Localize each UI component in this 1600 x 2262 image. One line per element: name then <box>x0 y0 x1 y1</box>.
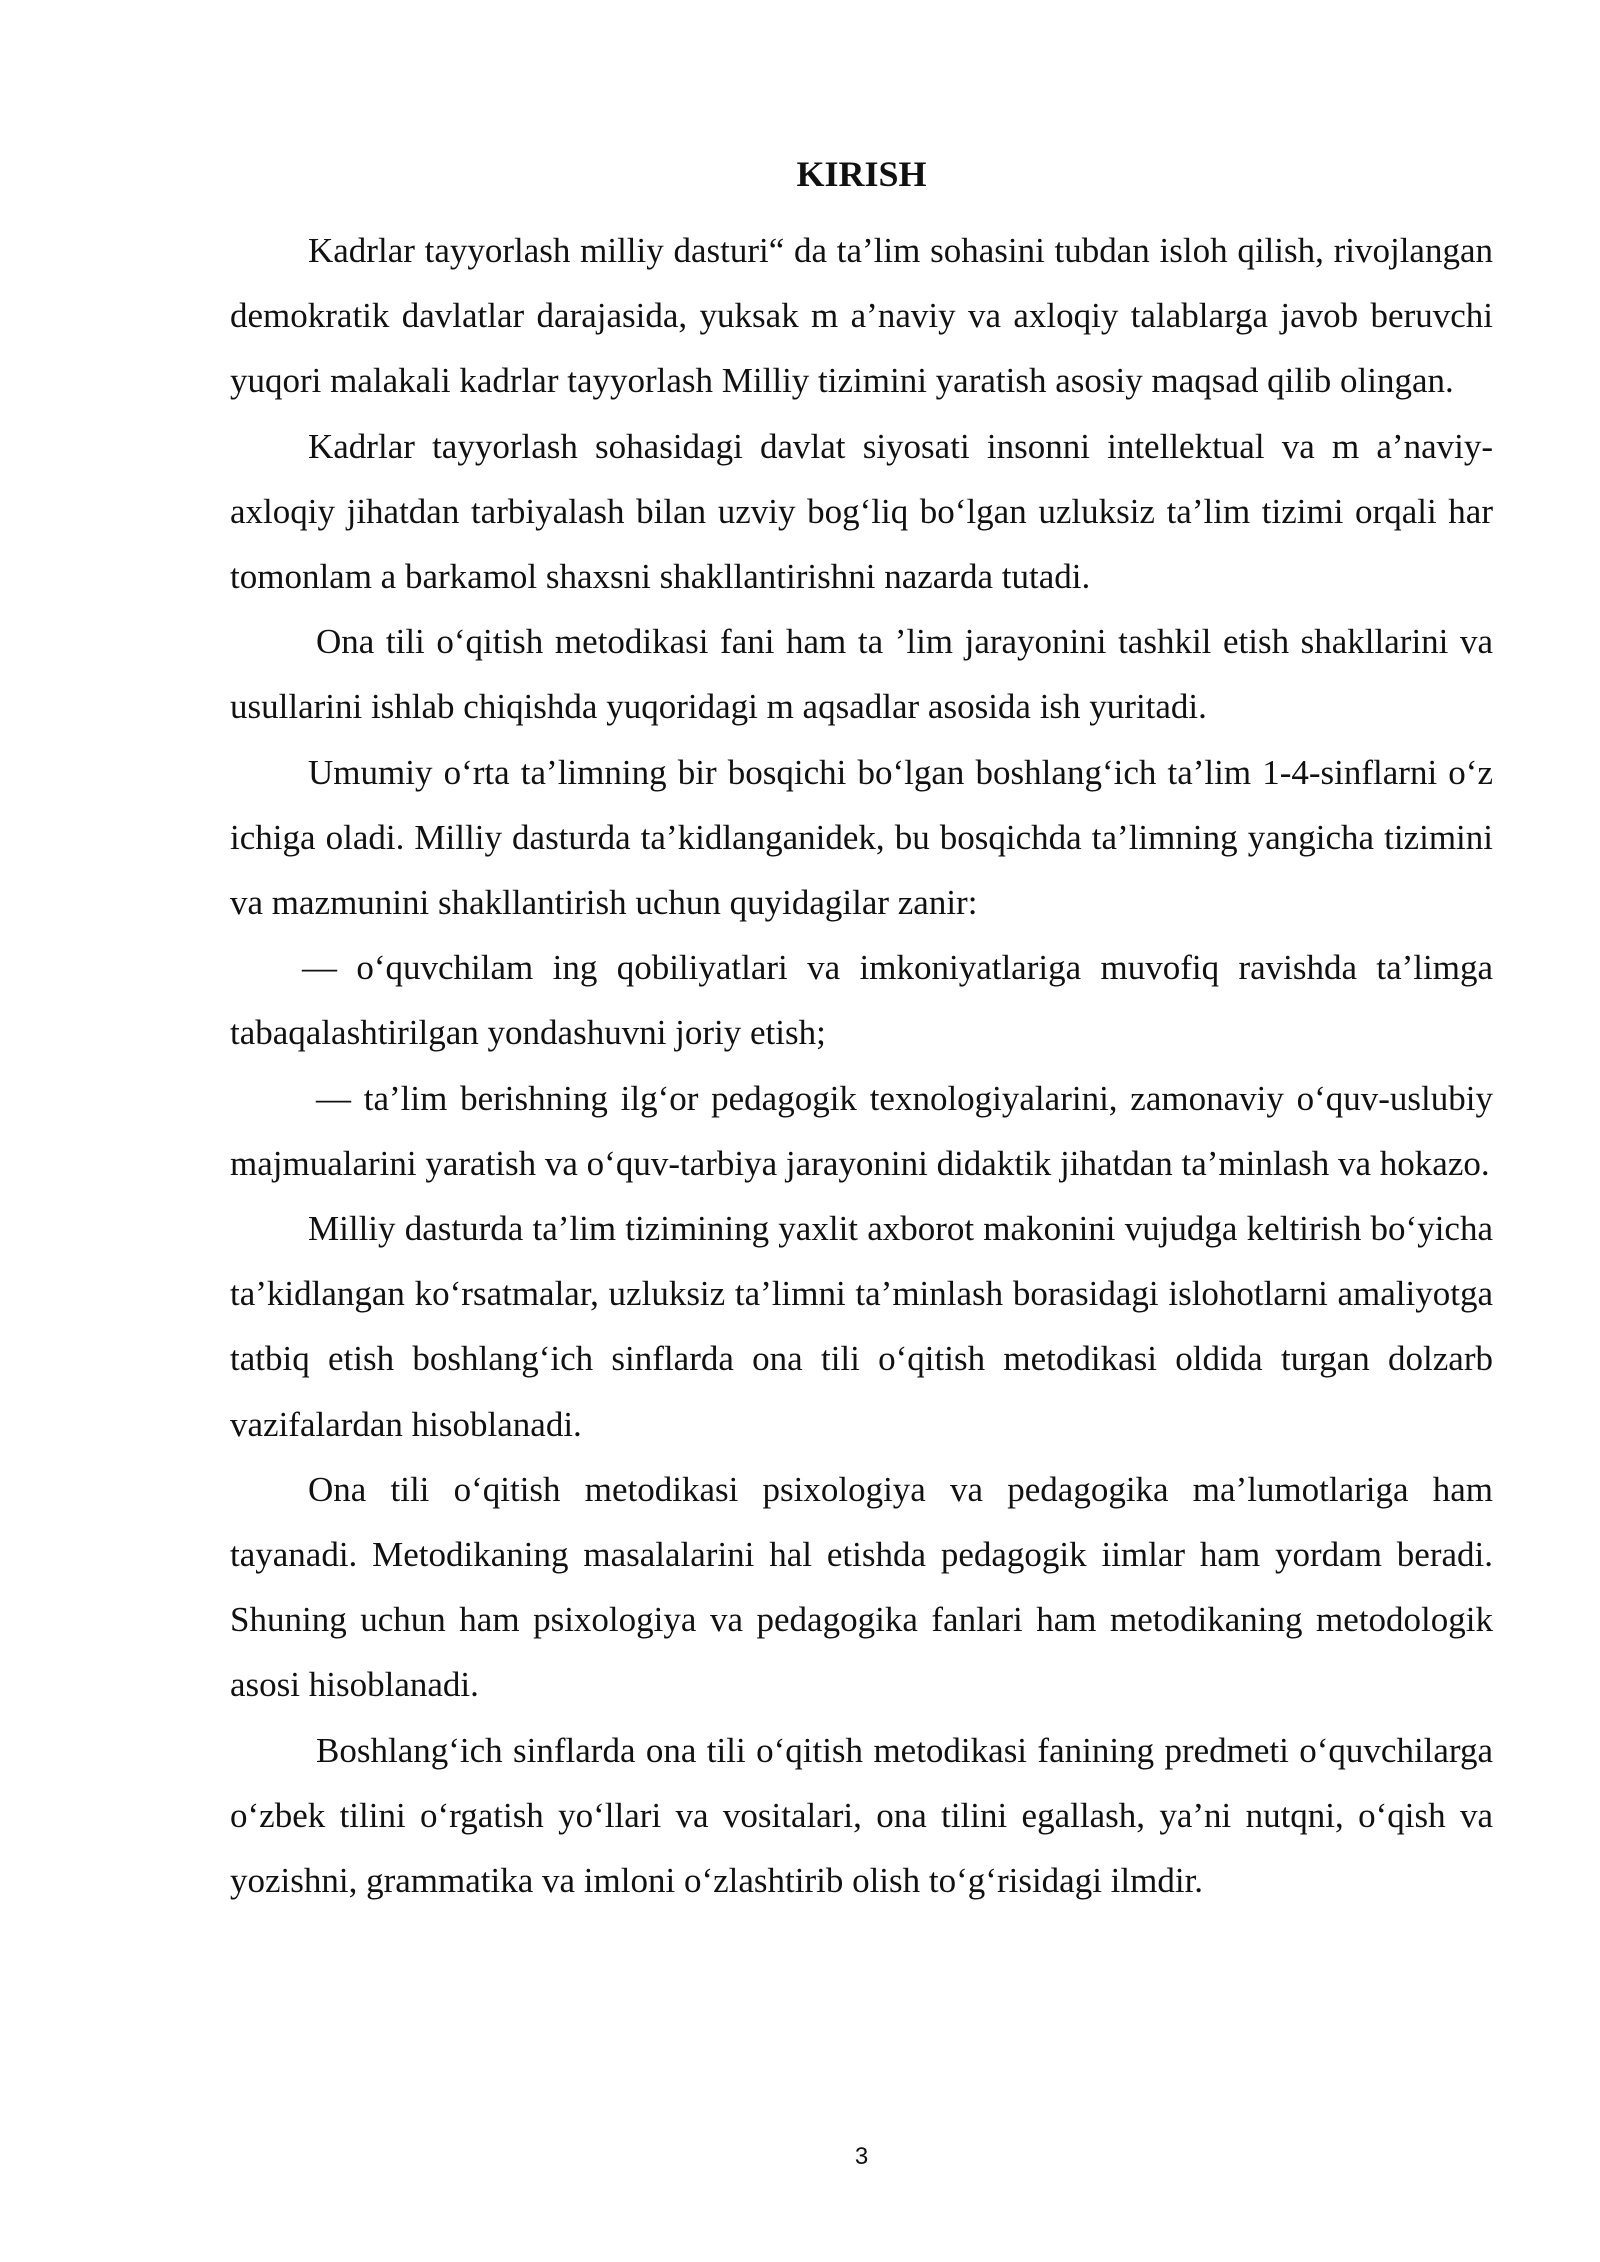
paragraph-4: Umumiy o‘rta ta’limning bir bosqichi bo‘lgan boshlang‘ich ta’lim 1-4-sinflarni o‘z ichiga oladi. Milliy dasturda ta’kidlanganidek, bu bosqichda ta’limning yangicha tizimini va mazmunini shakllantirish uchun quyidagilar zanir: <box>230 752 1493 923</box>
paragraph-7: Boshlang‘ich sinflarda ona tili o‘qitish metodikasi fanining predmeti o‘quvchilarga o‘zbek tilini o‘rgatish yo‘llari va vositalari, ona tilini egallash, ya’ni nutqni, o‘qish va yozishni, grammatika va imloni o‘zlashtirib olish to‘g‘risidagi ilmdir. <box>230 1730 1493 1901</box>
paragraph-6: Ona tili o‘qitish metodikasi psixologiya va pedagogika ma’lumotlariga ham tayanadi. Metodikaning masalalarini hal etishda pedagogik iimlar ham yordam beradi. Shuning uchun ham psixologiya va pedagogika fanlari ham metodikaning metodologik asosi hisoblanadi. <box>230 1469 1493 1705</box>
paragraph-1: Kadrlar tayyorlash milliy dasturi“ da ta’lim sohasini tubdan isloh qilish, rivojlangan demokratik davlatlar darajasida, yuksak m a’naviy va axloqiy talablarga javob beruvchi yuqori malakali kadrlar tayyorlash Milliy tizimini yaratish asosiy maqsad qilib olingan. <box>230 231 1493 401</box>
page-number: 3 <box>854 2143 869 2170</box>
paragraph-5: Milliy dasturda ta’lim tizimining yaxlit axborot makonini vujudga keltirish bo‘yicha ta’kidlangan ko‘rsatmalar, uzluksiz ta’limni ta’minlash borasidagi islohotlarni amaliyotga tatbiq etish boshlang‘ich sinflarda ona tili o‘qitish metodikasi oldida turgan dolzarb vazifalardan hisoblanadi. <box>230 1209 1493 1444</box>
document-body <box>230 218 1493 1913</box>
list-item-2: — ta’lim berishning ilg‘or pedagogik texnologiyalarini, zamonaviy o‘quv-uslubiy majmualarini yaratish va o‘quv-tarbiya jarayonini didaktik jihatdan ta’minlash va hokazo. <box>230 1078 1493 1183</box>
paragraph-3: Ona tili o‘qitish metodikasi fani ham ta ’lim jarayonini tashkil etish shakllarini va usullarini ishlab chiqishda yuqoridagi m aqsadlar asosida ish yuritadi. <box>230 622 1493 727</box>
list-item-1: — o‘quvchilam ing qobiliyatlari va imkoniyatlariga muvofiq ravishda ta’limga tabaqalashtirilgan yondashuvni joriy etish; <box>230 948 1493 1053</box>
document-page <box>230 0 1493 2262</box>
page-title: KIRISH <box>796 154 927 194</box>
paragraph-2: Kadrlar tayyorlash sohasidagi davlat siyosati insonni intellektual va m a’naviy-axloqiy jihatdan tarbiyalash bilan uzviy bog‘liq bo‘lgan uzluksiz ta’lim tizimi orqali har tomonlam a barkamol shaxsni shakllantirishni nazarda tutadi. <box>230 426 1493 597</box>
